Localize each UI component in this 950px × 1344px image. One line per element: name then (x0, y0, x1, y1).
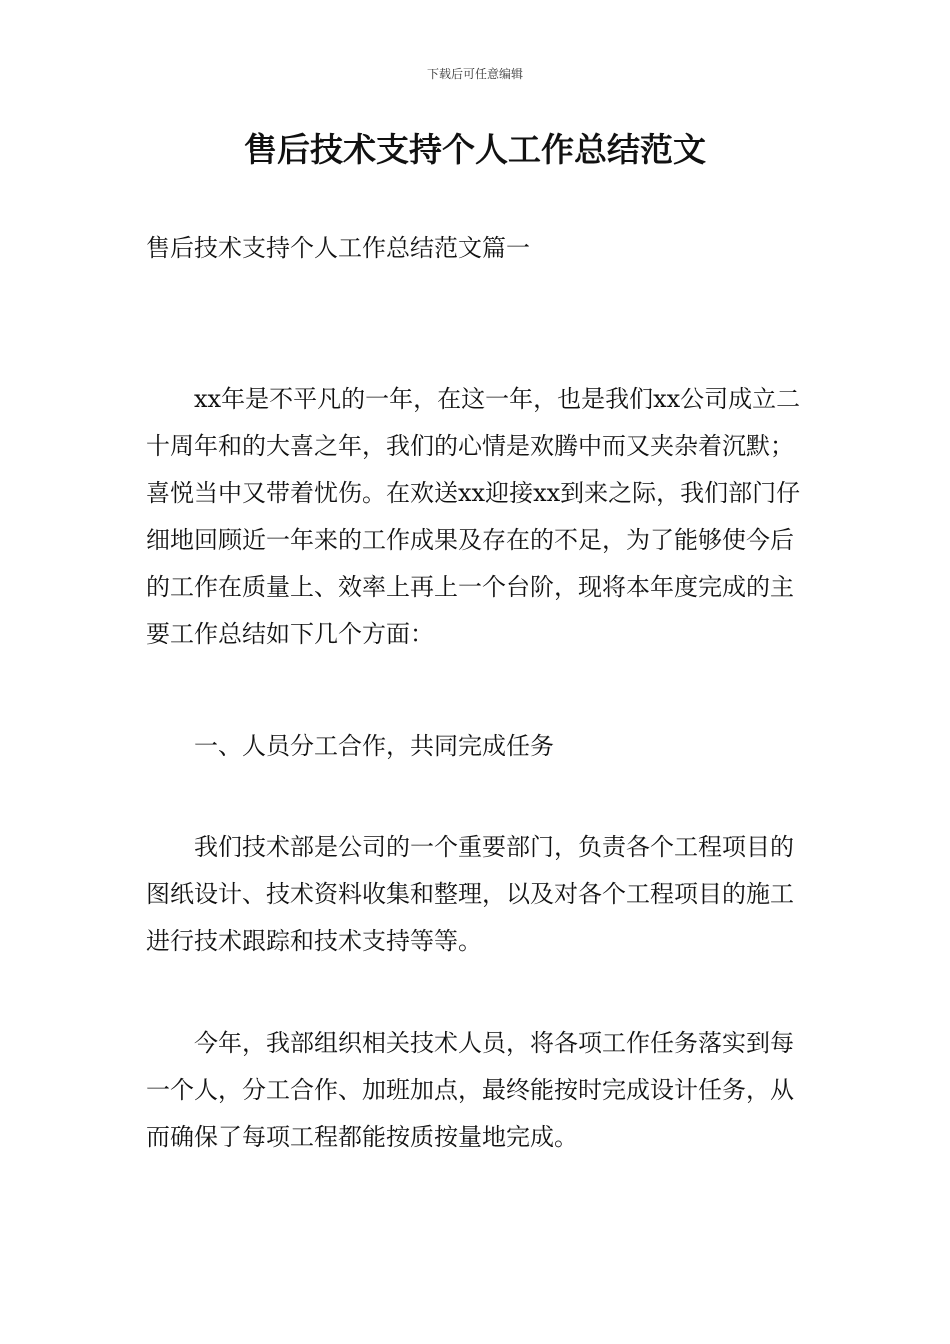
paragraph-department: 我们技术部是公司的一个重要部门，负责各个工程项目的图纸设计、技术资料收集和整理，以及对各个工程项目的施工进行技术跟踪和技术支持等等。 (146, 833, 794, 955)
paragraph-intro: xx年是不平凡的一年，在这一年，也是我们xx公司成立二十周年和的大喜之年，我们的心情是欢腾中而又夹杂着沉默；喜悦当中又带着忧伤。在欢送xx迎接xx到来之际，我们部门仔细地回顾近一年来的工作成果及存在的不足，为了能够使今后的工作在质量上、效率上再上一个台阶，现将本年度完成的主要工作总结如下几个方面： (146, 385, 801, 648)
section-heading-1: 一、人员分工合作，共同完成任务 (194, 732, 554, 760)
document-title: 售后技术支持个人工作总结范文 (244, 130, 706, 169)
page-header-note: 下载后可任意编辑 (426, 67, 523, 81)
document-subtitle: 售后技术支持个人工作总结范文篇一 (146, 234, 530, 262)
paragraph-this-year: 今年，我部组织相关技术人员，将各项工作任务落实到每一个人，分工合作、加班加点，最终能按时完成设计任务，从而确保了每项工程都能按质按量地完成。 (146, 1029, 794, 1151)
